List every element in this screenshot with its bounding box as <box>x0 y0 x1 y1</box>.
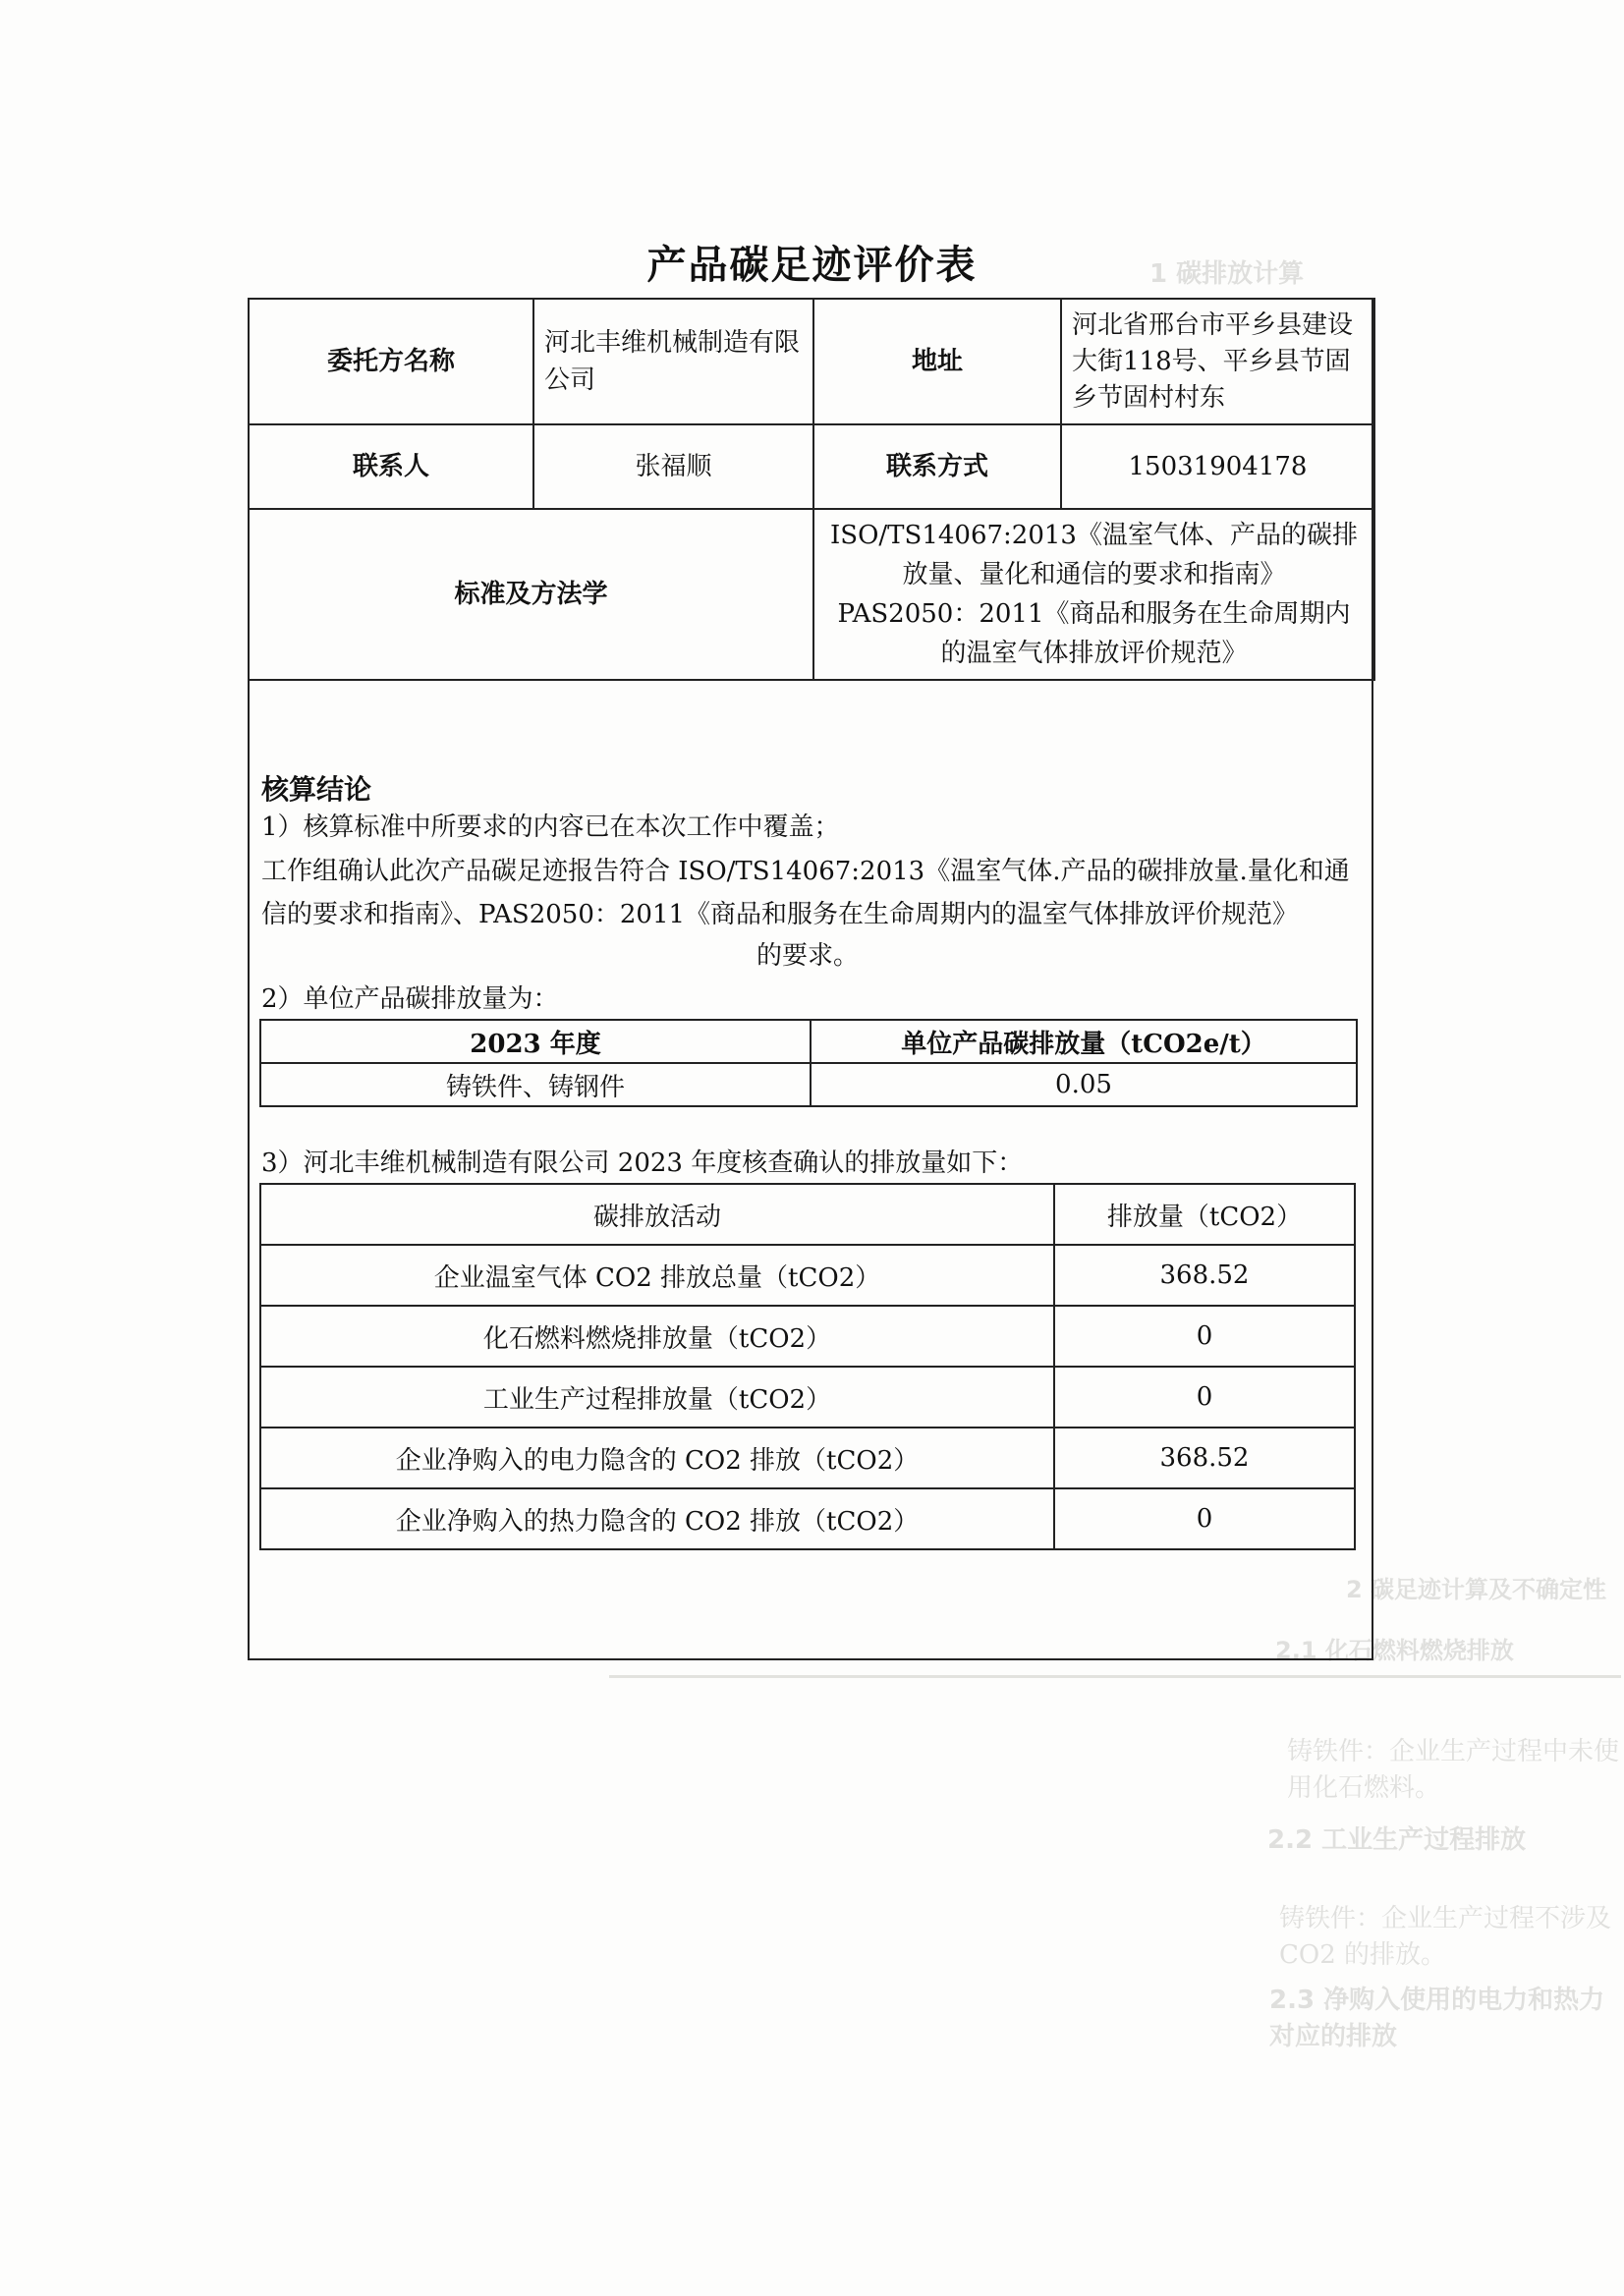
phone-value: 15031904178 <box>1061 424 1374 509</box>
standard-pas: PAS2050：2011《商品和服务在生命周期内的温室气体排放评价规范》 <box>837 599 1351 668</box>
bleed-through-text-6: 铸铁件：企业生产过程不涉及 CO2 的排放。 <box>1279 1904 1612 1970</box>
address-label: 地址 <box>813 299 1061 424</box>
unit-table-header-value: 单位产品碳排放量（tCO2e/t） <box>811 1020 1357 1063</box>
conclusion-heading: 核算结论 <box>261 773 372 806</box>
client-value: 河北丰维机械制造有限公司 <box>533 299 813 424</box>
conclusion-paragraph-end: 的要求。 <box>756 941 860 971</box>
table-row-label: 工业生产过程排放量（tCO2） <box>260 1367 1054 1428</box>
unit-table-header-year: 2023 年度 <box>260 1020 811 1063</box>
contact-label: 联系人 <box>249 424 533 509</box>
bleed-through-heading-1: 1 碳排放计算 <box>1149 259 1305 289</box>
table-row-label: 化石燃料燃烧排放量（tCO2） <box>260 1306 1054 1367</box>
bleed-through-heading-7: 2.3 净购入使用的电力和热力对应的排放 <box>1269 1986 1605 2051</box>
emission-header-activity: 碳排放活动 <box>260 1184 1054 1245</box>
phone-label: 联系方式 <box>813 424 1061 509</box>
table-row-label: 企业净购入的电力隐含的 CO2 排放（tCO2） <box>260 1428 1054 1488</box>
standards-label: 标准及方法学 <box>249 509 813 680</box>
unit-table-value: 0.05 <box>811 1063 1357 1106</box>
table-row-label: 企业温室气体 CO2 排放总量（tCO2） <box>260 1245 1054 1306</box>
emission-header-amount: 排放量（tCO2） <box>1054 1184 1355 1245</box>
table-row-label: 企业净购入的热力隐含的 CO2 排放（tCO2） <box>260 1488 1054 1549</box>
table-row-value: 0 <box>1054 1488 1355 1549</box>
conclusion-item-1: 1）核算标准中所要求的内容已在本次工作中覆盖； <box>261 812 840 842</box>
bleed-through-line <box>609 1675 1621 1678</box>
conclusion-item-3: 3）河北丰维机械制造有限公司 2023 年度核查确认的排放量如下： <box>261 1148 1024 1178</box>
emission-table <box>259 1183 1356 1550</box>
table-row-value: 368.52 <box>1054 1428 1355 1488</box>
conclusion-paragraph: 工作组确认此次产品碳足迹报告符合 ISO/TS14067:2013《温室气体.产品的碳排放量.量化和通信的要求和指南》、PAS2050：2011《商品和服务在生命周期内的温室气体排放评价规范》 <box>261 857 1350 929</box>
table-row-value: 0 <box>1054 1306 1355 1367</box>
address-value: 河北省邢台市平乡县建设大街118号、平乡县节固乡节固村村东 <box>1061 299 1374 424</box>
bleed-through-text-4: 铸铁件：企业生产过程中未使用化石燃料。 <box>1287 1737 1620 1803</box>
info-table <box>248 298 1375 681</box>
bleed-through-heading-5: 2.2 工业生产过程排放 <box>1267 1825 1527 1855</box>
bleed-through-heading-3: 2.1 化石燃料燃烧排放 <box>1275 1637 1514 1664</box>
conclusion-item-2: 2）单位产品碳排放量为： <box>261 984 559 1014</box>
contact-value: 张福顺 <box>533 424 813 509</box>
unit-table-product: 铸铁件、铸钢件 <box>260 1063 811 1106</box>
standards-value <box>813 509 1374 680</box>
table-row-value: 368.52 <box>1054 1245 1355 1306</box>
unit-emission-table <box>259 1019 1358 1107</box>
client-label: 委托方名称 <box>249 299 533 424</box>
table-row-value: 0 <box>1054 1367 1355 1428</box>
bleed-through-heading-2: 2 碳足迹计算及不确定性 <box>1346 1576 1607 1603</box>
standard-iso: ISO/TS14067:2013《温室气体、产品的碳排放量、量化和通信的要求和指南》 <box>830 521 1358 589</box>
page-title: 产品碳足迹评价表 <box>646 243 978 288</box>
